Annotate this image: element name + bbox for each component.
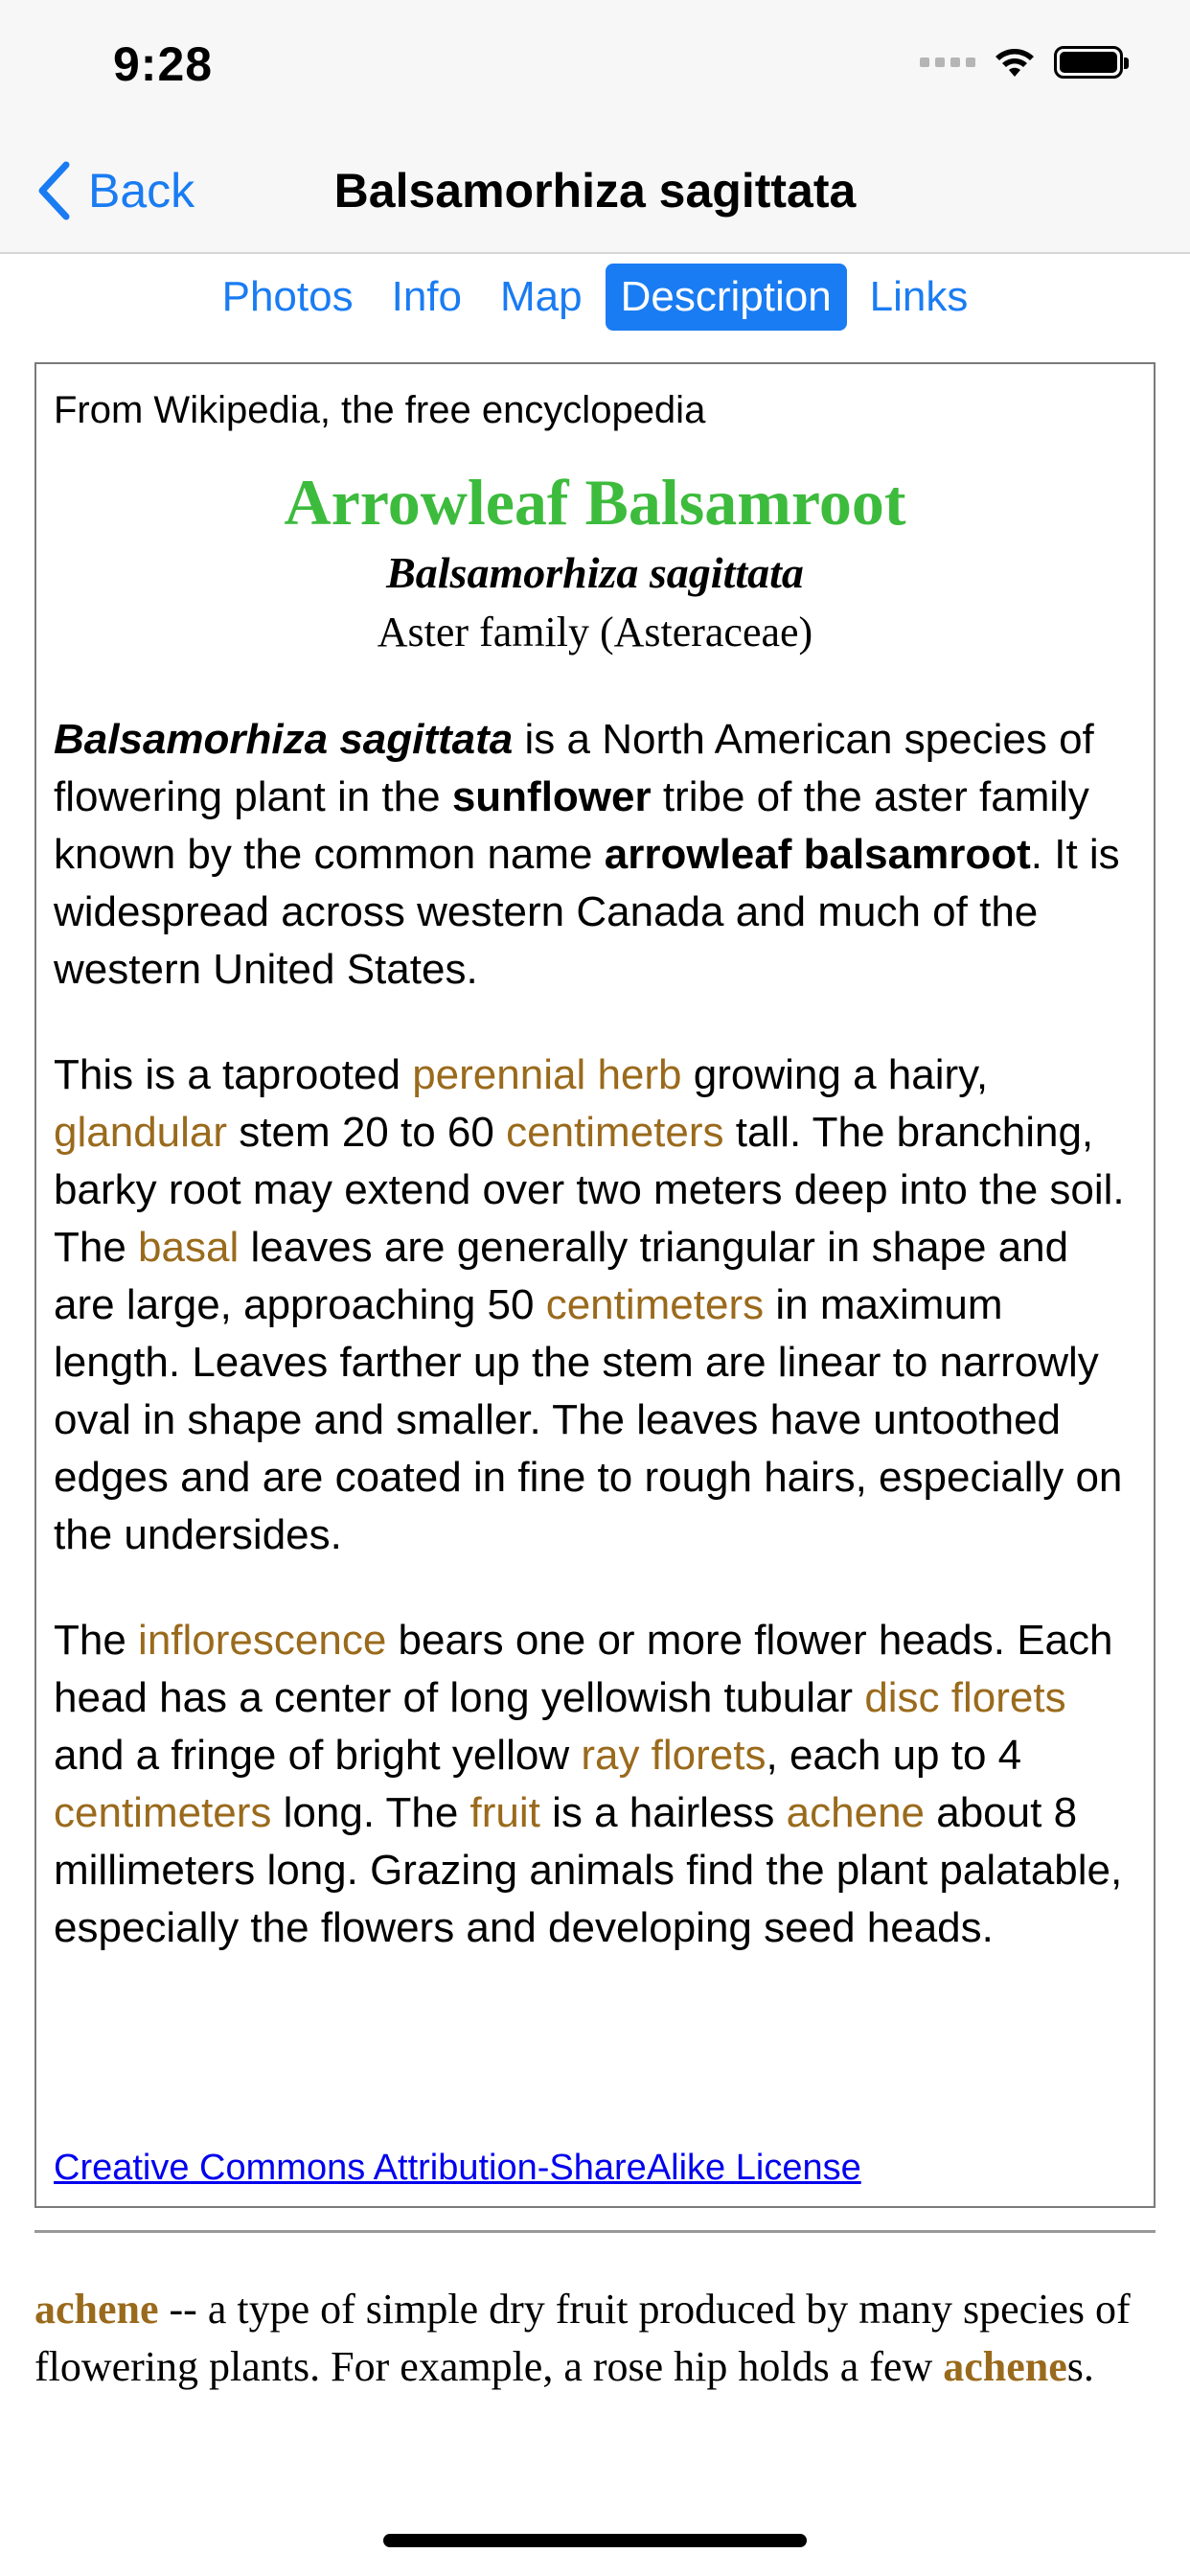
glossary-term: achene xyxy=(34,2286,159,2333)
text: leaves are generally triangular in shape and are large, approaching 50 xyxy=(54,1224,1069,1328)
glossary-definition xyxy=(34,2281,1165,2396)
keyword-link[interactable]: centimeters xyxy=(506,1109,724,1156)
keyword-link[interactable]: basal xyxy=(138,1224,240,1271)
divider xyxy=(34,2230,1156,2233)
text: is a hairless xyxy=(539,1789,787,1836)
text: The xyxy=(54,1617,139,1664)
source-line: From Wikipedia, the free encyclopedia xyxy=(54,389,706,431)
text: bears one or more flower heads. Each head has a center of long yellowish tubular xyxy=(54,1617,1113,1721)
text: is a North American species of flowering plant in the xyxy=(54,716,1094,820)
keyword-link[interactable]: centimeters xyxy=(545,1281,765,1328)
text: about 8 millimeters long. Grazing animals find the plant palatable, especially the flowers and developing seed heads. xyxy=(54,1789,1123,1951)
tab-description[interactable]: Description xyxy=(606,264,847,331)
glossary-text: -- a type of simple dry fruit produced by many species of flowering plants. For example, a rose hip holds a few xyxy=(34,2286,1131,2390)
status-time: 9:28 xyxy=(113,37,214,91)
keyword-link[interactable]: centimeters xyxy=(54,1789,272,1836)
license-link[interactable]: Creative Commons Attribution-ShareAlike License xyxy=(54,2148,861,2188)
segmented-tabs xyxy=(0,257,1190,337)
text-bold-italic: Balsamorhiza sagittata xyxy=(54,716,514,763)
common-name: Arrowleaf Balsamroot xyxy=(284,466,906,539)
text-bold: arrowleaf balsamroot xyxy=(604,831,1031,878)
species-header xyxy=(54,462,1136,661)
keyword-link[interactable]: perennial herb xyxy=(412,1051,682,1098)
tab-map[interactable]: Map xyxy=(499,273,583,320)
text-bold: sunflower xyxy=(451,773,652,820)
paragraph-inflorescence xyxy=(54,1612,1136,1957)
page-title: Balsamorhiza sagittata xyxy=(333,164,857,218)
keyword-link[interactable]: achene xyxy=(786,1789,926,1836)
home-indicator[interactable] xyxy=(383,2534,807,2547)
text: growing a hairy, xyxy=(681,1051,989,1098)
text: tall. The branching, barky root may extend over two meters deep into the soil. The xyxy=(54,1109,1125,1271)
cellular-signal-icon xyxy=(920,58,975,67)
tab-links[interactable]: Links xyxy=(869,273,969,320)
tab-photos[interactable]: Photos xyxy=(221,273,354,320)
paragraph-intro xyxy=(54,711,1136,999)
family-name: Aster family (Asteraceae) xyxy=(377,609,813,656)
text: stem 20 to 60 xyxy=(227,1109,507,1156)
keyword-link[interactable]: glandular xyxy=(54,1109,228,1156)
glossary-term-inline: achene xyxy=(943,2343,1067,2390)
navigation-bar xyxy=(0,134,1190,254)
text: tribe of the aster family known by the common name xyxy=(54,773,1089,878)
text: This is a taprooted xyxy=(54,1051,413,1098)
keyword-link[interactable]: disc florets xyxy=(864,1674,1066,1721)
text: , each up to 4 xyxy=(766,1732,1022,1779)
back-label: Back xyxy=(88,164,195,218)
wifi-icon xyxy=(993,46,1037,79)
scientific-name: Balsamorhiza sagittata xyxy=(386,548,804,597)
text: . It is widespread across western Canada and much of the western United States. xyxy=(54,831,1120,993)
description-panel xyxy=(34,362,1156,2208)
keyword-link[interactable]: inflorescence xyxy=(138,1617,387,1664)
text: in maximum length. Leaves farther up the stem are linear to narrowly oval in shape and smaller. The leaves have untoothed edges and are coated in fine to rough hairs, especially on the undersides. xyxy=(54,1281,1123,1558)
text: and a fringe of bright yellow xyxy=(54,1732,582,1779)
battery-icon xyxy=(1054,46,1123,79)
status-icons xyxy=(920,46,1123,79)
tab-info[interactable]: Info xyxy=(391,273,462,320)
glossary-suffix: s. xyxy=(1066,2343,1094,2390)
paragraph-morphology xyxy=(54,1046,1136,1564)
keyword-link[interactable]: ray florets xyxy=(581,1732,767,1779)
text: long. The xyxy=(271,1789,470,1836)
keyword-link[interactable]: fruit xyxy=(469,1789,540,1836)
status-bar xyxy=(0,0,1190,134)
